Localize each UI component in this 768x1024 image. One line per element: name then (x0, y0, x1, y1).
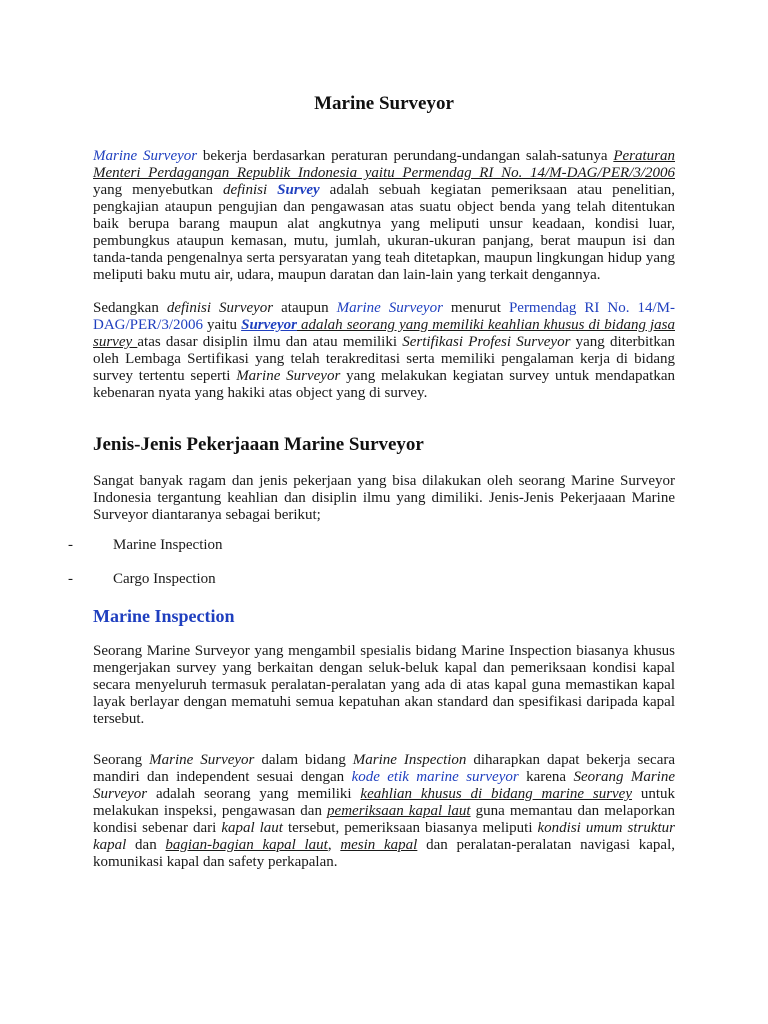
list-bullet: - (68, 571, 73, 587)
pemeriksaan-kapal-link[interactable]: pemeriksaan kapal laut (327, 803, 471, 819)
section-heading-marine-inspection: Marine Inspection (93, 606, 235, 626)
paragraph-intro: Marine Surveyor bekerja berdasarkan peraturan perundang-undangan salah-satunya Peraturan Menteri Perdagangan Republik Indonesia yaitu Permendag RI No. 14/M-DAG/PER/3/2006 yang menyebutkan definisi Survey adalah sebuah kegiatan pemeriksaan atau penelitian, pengkajian ataupun pengujian dan pengawasan atas suatu object benda yang telah ditentukan baik berupa barang maupun alat angkutnya yang meliputi unsur keadaan, kondisi luar, pembungkus ataupun kemasan, mutu, jumlah, ukuran-ukuran panjang, berat maupun isi dan tanda-tanda pengenalnya serta persyaratan yang teah ditetapkan, maupun lingkungan hidup yang meliputi baku mutu air, udara, maupun daratan dan lain-lain yang terkait dengannya. (93, 148, 676, 283)
bagian-kapal-link[interactable]: bagian-bagian kapal laut (165, 837, 328, 853)
paragraph-definition: Sedangkan definisi Surveyor ataupun Marine Surveyor menurut Permendag RI No. 14/M-DAG/PER/3/2006 yaitu Surveyor adalah seorang yang memiliki keahlian khusus di bidang jasa survey atas dasar disiplin ilmu dan atau memiliki Sertifikasi Profesi Surveyor yang diterbitkan oleh Lembaga Sertifikasi yang telah terakreditasi serta memiliki pengalaman kerja di bidang survey tertentu seperti Marine Surveyor yang melakukan kegiatan survey untuk mendapatkan kebenaran nyata yang hakiki atas object yang di survey. (93, 300, 676, 401)
list-item-text: Marine Inspection (113, 537, 223, 553)
surveyor-definition-link[interactable]: adalah seorang yang memiliki keahlian khusus di bidang jasa survey (93, 317, 675, 350)
section-heading-jenis: Jenis-Jenis Pekerjaaan Marine Surveyor (93, 434, 424, 455)
mesin-kapal-link[interactable]: mesin kapal (340, 837, 418, 853)
marine-surveyor-link-2[interactable]: Marine Surveyor (336, 300, 443, 316)
job-type-list (68, 537, 675, 588)
paragraph-jenis: Sangat banyak ragam dan jenis pekerjaan yang bisa dilakukan oleh seorang Marine Surveyor Indonesia tergantung keahlian dan disiplin ilmu yang dimiliki. Jenis-Jenis Pekerjaaan Marine Surveyor diantaranya sebagai berikut; (93, 473, 675, 523)
list-item (68, 571, 675, 588)
paragraph-marine-inspection: Seorang Marine Surveyor yang mengambil spesialis bidang Marine Inspection biasanya khusus mengerjakan survey yang berkaitan dengan seluk-beluk kapal dan pemeriksaan kondisi kapal secara menyeluruh termasuk peralatan-peralatan yang ada di atas kapal guna memastikan kapal layak berlayar dengan mematuhi semua kepatuhan akan standard dan spesifikasi daripada kapal tersebut. (93, 643, 675, 727)
marine-surveyor-link[interactable]: Marine Surveyor (93, 148, 198, 164)
page-title: Marine Surveyor (314, 93, 454, 114)
surveyor-link[interactable]: Surveyor (241, 317, 297, 333)
regulation-link[interactable]: Peraturan Menteri Perdagangan Republik Indonesia yaitu Permendag RI No. 14/M-DAG/PER/3/2006 (93, 148, 676, 181)
paragraph-marine-inspection-detail: Seorang Marine Surveyor dalam bidang Marine Inspection diharapkan dapat bekerja secara mandiri dan independent sesuai dengan kode etik marine surveyor karena Seorang Marine Surveyor adalah seorang yang memiliki keahlian khusus di bidang marine survey untuk melakukan inspeksi, pengawasan dan pemeriksaan kapal laut guna memantau dan melaporkan kondisi sebenar dari kapal laut tersebut, pemeriksaan biasanya meliputi kondisi umum struktur kapal dan bagian-bagian kapal laut, mesin kapal dan peralatan-peralatan navigasi kapal, komunikasi kapal dan safety perkapalan. (93, 752, 676, 870)
keahlian-link[interactable]: keahlian khusus di bidang marine survey (360, 786, 633, 802)
permendag-link[interactable]: Permendag RI No. 14/M-DAG/PER/3/2006 (93, 300, 675, 333)
list-item (68, 537, 675, 554)
list-item-text: Cargo Inspection (113, 571, 216, 587)
list-bullet: - (68, 537, 73, 553)
kode-etik-link[interactable]: kode etik marine surveyor (351, 769, 519, 785)
survey-link[interactable]: Survey (277, 182, 320, 198)
